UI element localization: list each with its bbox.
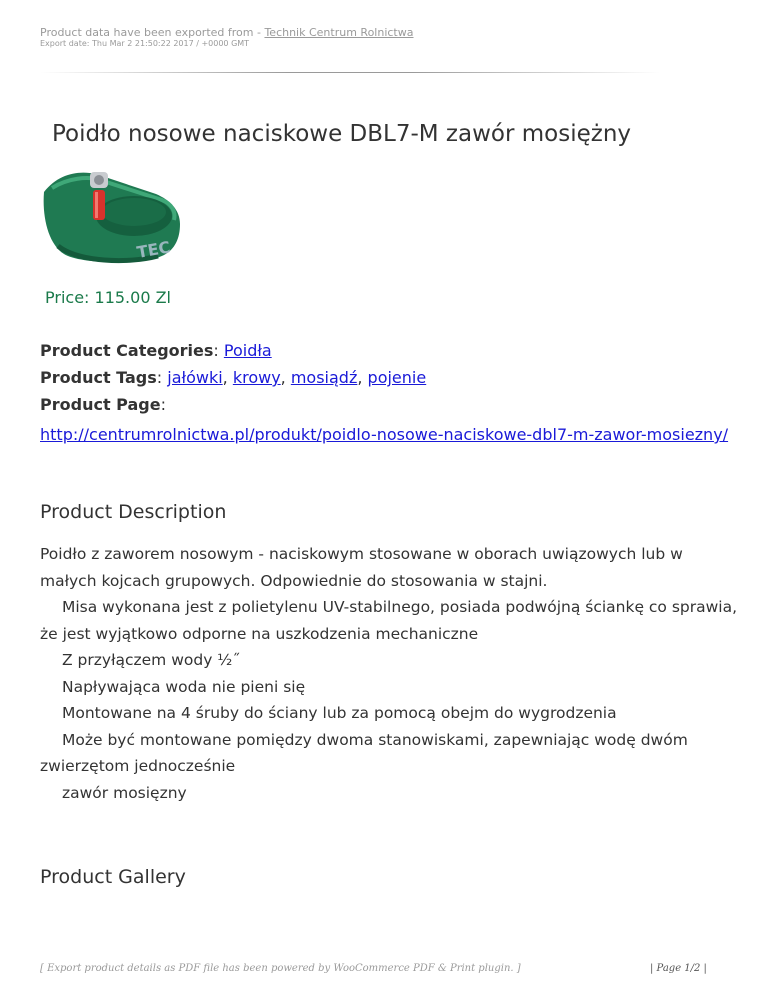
product-title: Poidło nosowe naciskowe DBL7-M zawór mosiężny [52,121,632,147]
export-source-line [40,26,414,39]
description-intro: Poidło z zaworem nosowym - naciskowym stosowane w oborach uwiązowych lub w małych kojcach grupowych. Odpowiednie do stosowania w stajni. [40,545,683,590]
page-number: | Page 1/2 | [650,963,707,974]
description-feature: Może być montowane pomiędzy dwoma stanowiskami, zapewniając wodę dwóm zwierzętom jednocześnie [40,730,688,775]
product-page-link[interactable]: http://centrumrolnictwa.pl/produkt/poidlo-nosowe-naciskowe-dbl7-m-zawor-mosiezny/ [40,425,729,444]
tags-row: Product Tags: jałówki, krowy, mosiądź, pojenie [40,368,427,387]
footer-powered-by: [ Export product details as PDF file has been powered by WooCommerce PDF & Print plugin. ] [40,963,521,974]
description-feature: Misa wykonana jest z polietylenu UV-stabilnego, posiada podwójną ściankę co sprawia, że jest wyjątkowo odporne na uszkodzenia mechaniczne [40,598,738,643]
product-page-url-block [40,421,740,448]
site-link[interactable]: Technik Centrum Rolnictwa [264,26,414,39]
description-feature: Z przyłączem wody ½˝ [62,651,241,669]
description-heading: Product Description [40,501,227,523]
product-price: Price: 115.00 Zl [45,288,171,307]
tag-link[interactable]: jałówki [167,368,223,387]
tag-link[interactable]: mosiądź [290,368,358,387]
description-feature: Napływająca woda nie pieni się [62,677,306,696]
description-body [40,541,740,806]
image-watermark: TEC [135,237,172,262]
export-date: Export date: Thu Mar 2 21:50:22 2017 / +0000 GMT [40,39,250,48]
category-link[interactable]: Poidła [223,341,272,360]
product-page-label: Product Page [40,395,161,414]
header-divider [40,72,660,73]
export-prefix: Product data have been exported from - [40,26,265,39]
product-page-row: Product Page: [40,395,166,414]
tag-link[interactable]: krowy [232,368,281,387]
product-image [38,166,184,270]
description-feature: zawór mosięzny [62,783,187,802]
tag-link[interactable]: pojenie [367,368,427,387]
gallery-heading: Product Gallery [40,866,186,888]
categories-label: Product Categories [40,341,214,360]
tags-label: Product Tags [40,368,157,387]
description-feature: Montowane na 4 śruby do ściany lub za pomocą obejm do wygrodzenia [62,704,617,722]
categories-row: Product Categories: Poidła [40,341,272,360]
